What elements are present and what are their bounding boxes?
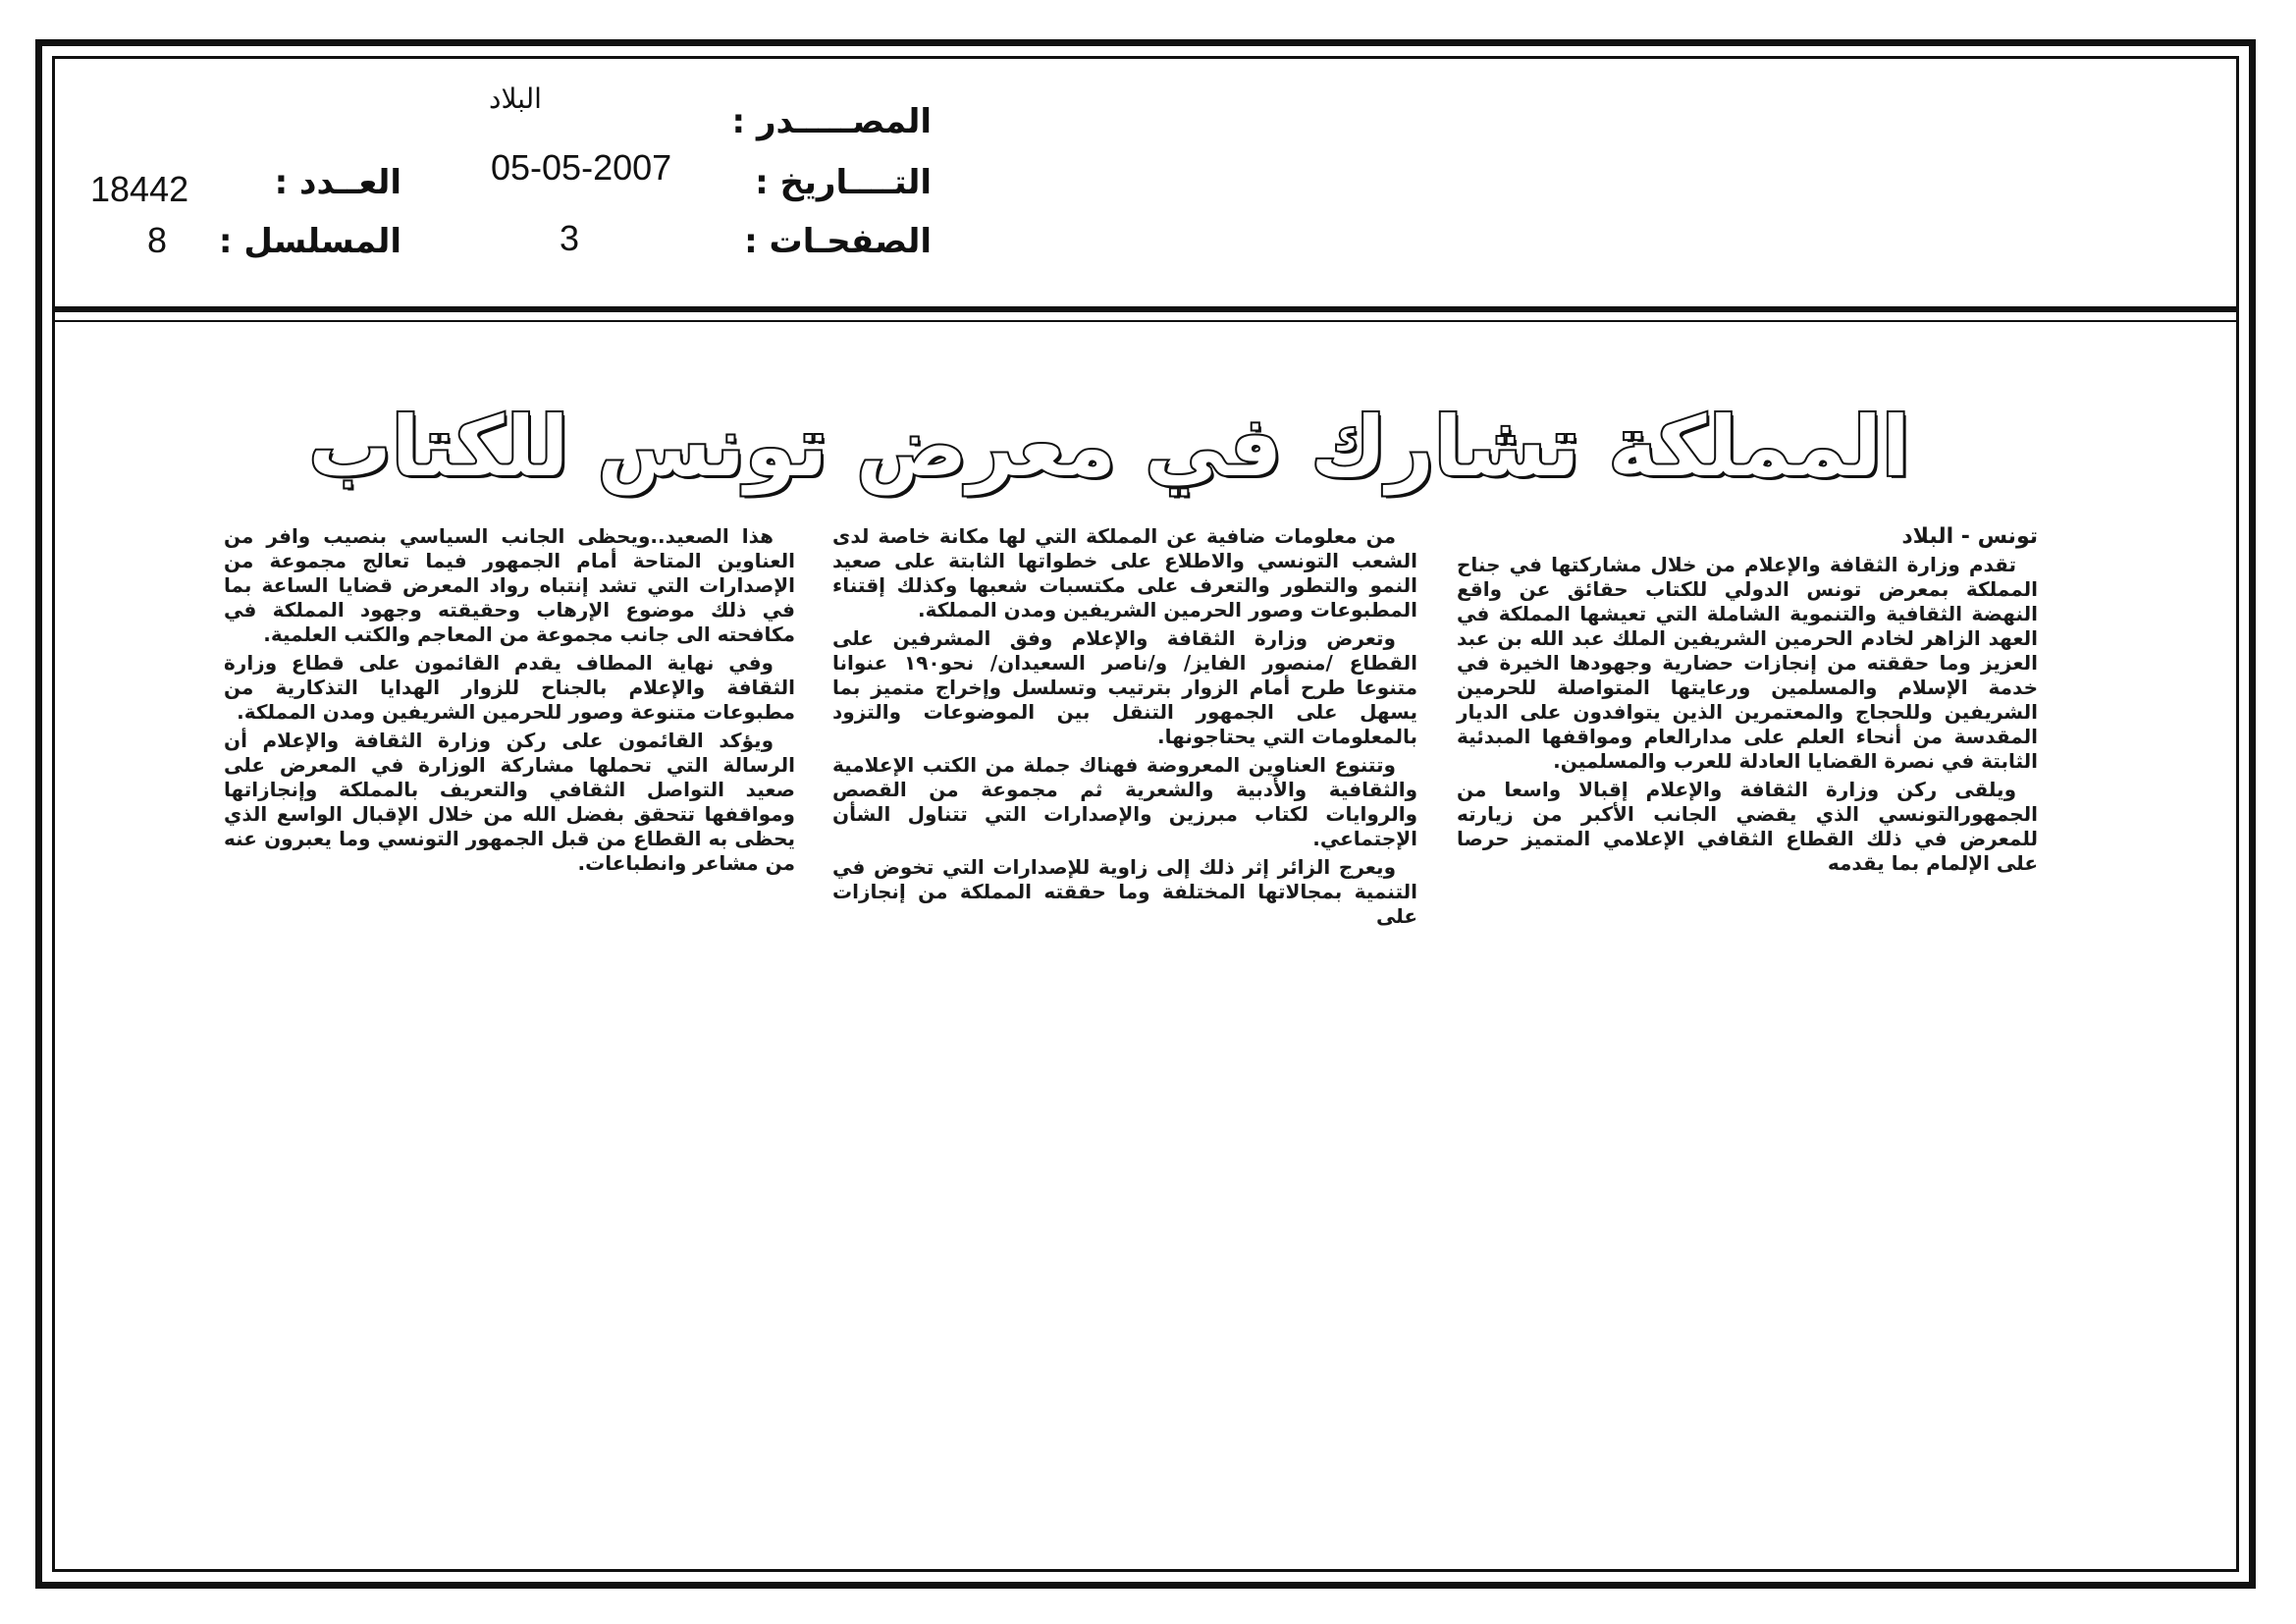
paragraph: هذا الصعيد..ويحظى الجانب السياسي بنصيب وافر من العناوين المتاحة أمام الجمهور فيما تعالج مجموعة من الإصدارات التي تشد إنتباه رواد المعرض قضايا الساعة بما في ذلك موضوع الإرهاب وحقيقته وجهود المملكة في مكافحته الى جانب مجموعة من المعاجم والكتب العلمية.: [224, 524, 795, 646]
paragraph: تقدم وزارة الثقافة والإعلام من خلال مشاركتها في جناح المملكة بمعرض تونس الدولي للكتاب حقائق عن واقع النهضة الثقافية والتنموية الشاملة التي تعيشها المملكة في العهد الزاهر لخادم الحرمين الشريفين الملك عبد الله بن عبد العزيز وما حققته من إنجازات حضارية وجهودها الخيرة في خدمة الإسلام والمسلمين ورعايتها المتواصلة للحرمين الشريفين وللحجاج والمعتمرين الذين يتوافدون على الديار المقدسة من أنحاء العلم على مدارالعام ومواقفها المبدئية الثابتة في نصرة القضايا العادلة للعرب والمسلمين.: [1457, 553, 2038, 773]
pages-value: 3: [560, 218, 580, 258]
source-label: المصـــــدر :: [731, 102, 932, 141]
paragraph: وتتنوع العناوين المعروضة فهناك جملة من الكتب الإعلامية والثقافية والأدبية والشعرية ثم مجموعة من القصص والروايات لكتاب مبرزين والإصدارات التي تتناول الشأن الإجتماعي.: [832, 753, 1417, 850]
serial-value: 8: [147, 220, 168, 260]
date-value: 05-05-2007: [491, 147, 672, 188]
paragraph: وتعرض وزارة الثقافة والإعلام وفق المشرفين على القطاع /منصور الفايز/ و/ناصر السعيدان/ نحو١٩٠ عنوانا متنوعا طرح أمام الزوار بترتيب وتسلسل وإخراج متميز بما يسهل على الجمهور التنقل بين الموضوعات والتزود بالمعلومات التي يحتاجونها.: [832, 626, 1417, 748]
header-divider: [55, 306, 2236, 312]
pages-label: الصفحـات :: [744, 222, 932, 261]
date-label: التــــاريخ :: [755, 163, 932, 202]
paragraph: ويلقى ركن وزارة الثقافة والإعلام إقبالا واسعا من الجمهورالتونسي الذي يقضي الجانب الأكبر من زيارته للمعرض في ذلك القطاع الثقافي الإعلامي المتميز حرصا على الإلمام بما يقدمه: [1457, 778, 2038, 875]
article-column-2: [832, 524, 1417, 933]
article-dateline: تونس - البلاد: [1901, 524, 2038, 549]
source-value: البلاد: [489, 82, 542, 115]
paragraph: وفي نهاية المطاف يقدم القائمون على قطاع وزارة الثقافة والإعلام بالجناح للزوار الهدايا التذكارية من مطبوعات متنوعة وصور للحرمين الشريفين ومدن المملكة.: [224, 651, 795, 724]
issue-label: العــدد :: [274, 163, 401, 202]
article-headline: المملكة تشارك في معرض تونس للكتاب: [308, 399, 1910, 495]
paragraph: ويعرج الزائر إثر ذلك إلى زاوية للإصدارات التي تخوض في التنمية بمجالاتها المختلفة وما حققته المملكة من إنجازات على: [832, 855, 1417, 928]
serial-label: المسلسل :: [218, 222, 401, 261]
issue-value: 18442: [90, 169, 189, 209]
paragraph: ويؤكد القائمون على ركن وزارة الثقافة والإعلام أن الرسالة التي تحملها مشاركة الوزارة في المعرض على صعيد التواصل الثقافي والتعريف بالمملكة وإنجازاتها ومواقفها تتحقق بفضل الله من خلال الإقبال الواسع الذي يحظى به القطاع من قبل الجمهور التونسي وما يعبرون عنه من مشاعر وانطباعات.: [224, 729, 795, 875]
header-divider-thin: [55, 320, 2236, 322]
article-column-3: [224, 524, 795, 880]
article-column-1: [1457, 524, 2038, 880]
paragraph: من معلومات ضافية عن المملكة التي لها مكانة خاصة لدى الشعب التونسي والاطلاع على خطواتها الثابتة على صعيد النمو والتطور والتعرف على مكتسبات شعبها وكذلك إقتناء المطبوعات وصور الحرمين الشريفين ومدن المملكة.: [832, 524, 1417, 622]
